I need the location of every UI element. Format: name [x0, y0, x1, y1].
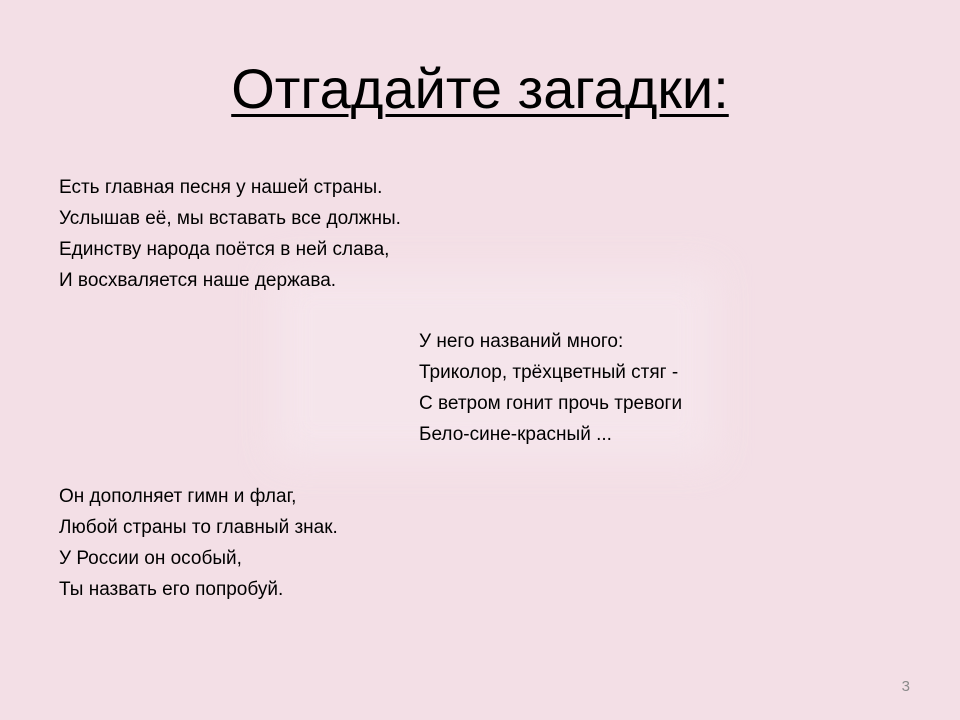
riddle-line: Триколор, трёхцветный стяг - [419, 362, 679, 383]
riddle-line: Бело-сине-красный ... [419, 424, 612, 445]
riddle-anthem [59, 172, 401, 296]
riddle-line: Единству народа поётся в ней слава, [59, 239, 390, 260]
riddle-emblem [59, 481, 338, 605]
riddle-line: У него названий много: [419, 331, 624, 352]
riddle-line: И восхваляется наше держава. [59, 270, 337, 291]
slide-title: Отгадайте загадки: [231, 57, 729, 120]
riddle-line: С ветром гонит прочь тревоги [419, 393, 683, 414]
riddle-flag [419, 326, 682, 450]
riddle-line: Есть главная песня у нашей страны. [59, 177, 383, 198]
riddle-line: Услышав её, мы вставать все должны. [59, 208, 401, 229]
riddle-line: Любой страны то главный знак. [59, 517, 338, 538]
riddle-line: Он дополняет гимн и флаг, [59, 486, 297, 507]
page-number: 3 [901, 678, 910, 695]
riddle-line: Ты назвать его попробуй. [59, 579, 284, 600]
riddle-line: У России он особый, [59, 548, 242, 569]
